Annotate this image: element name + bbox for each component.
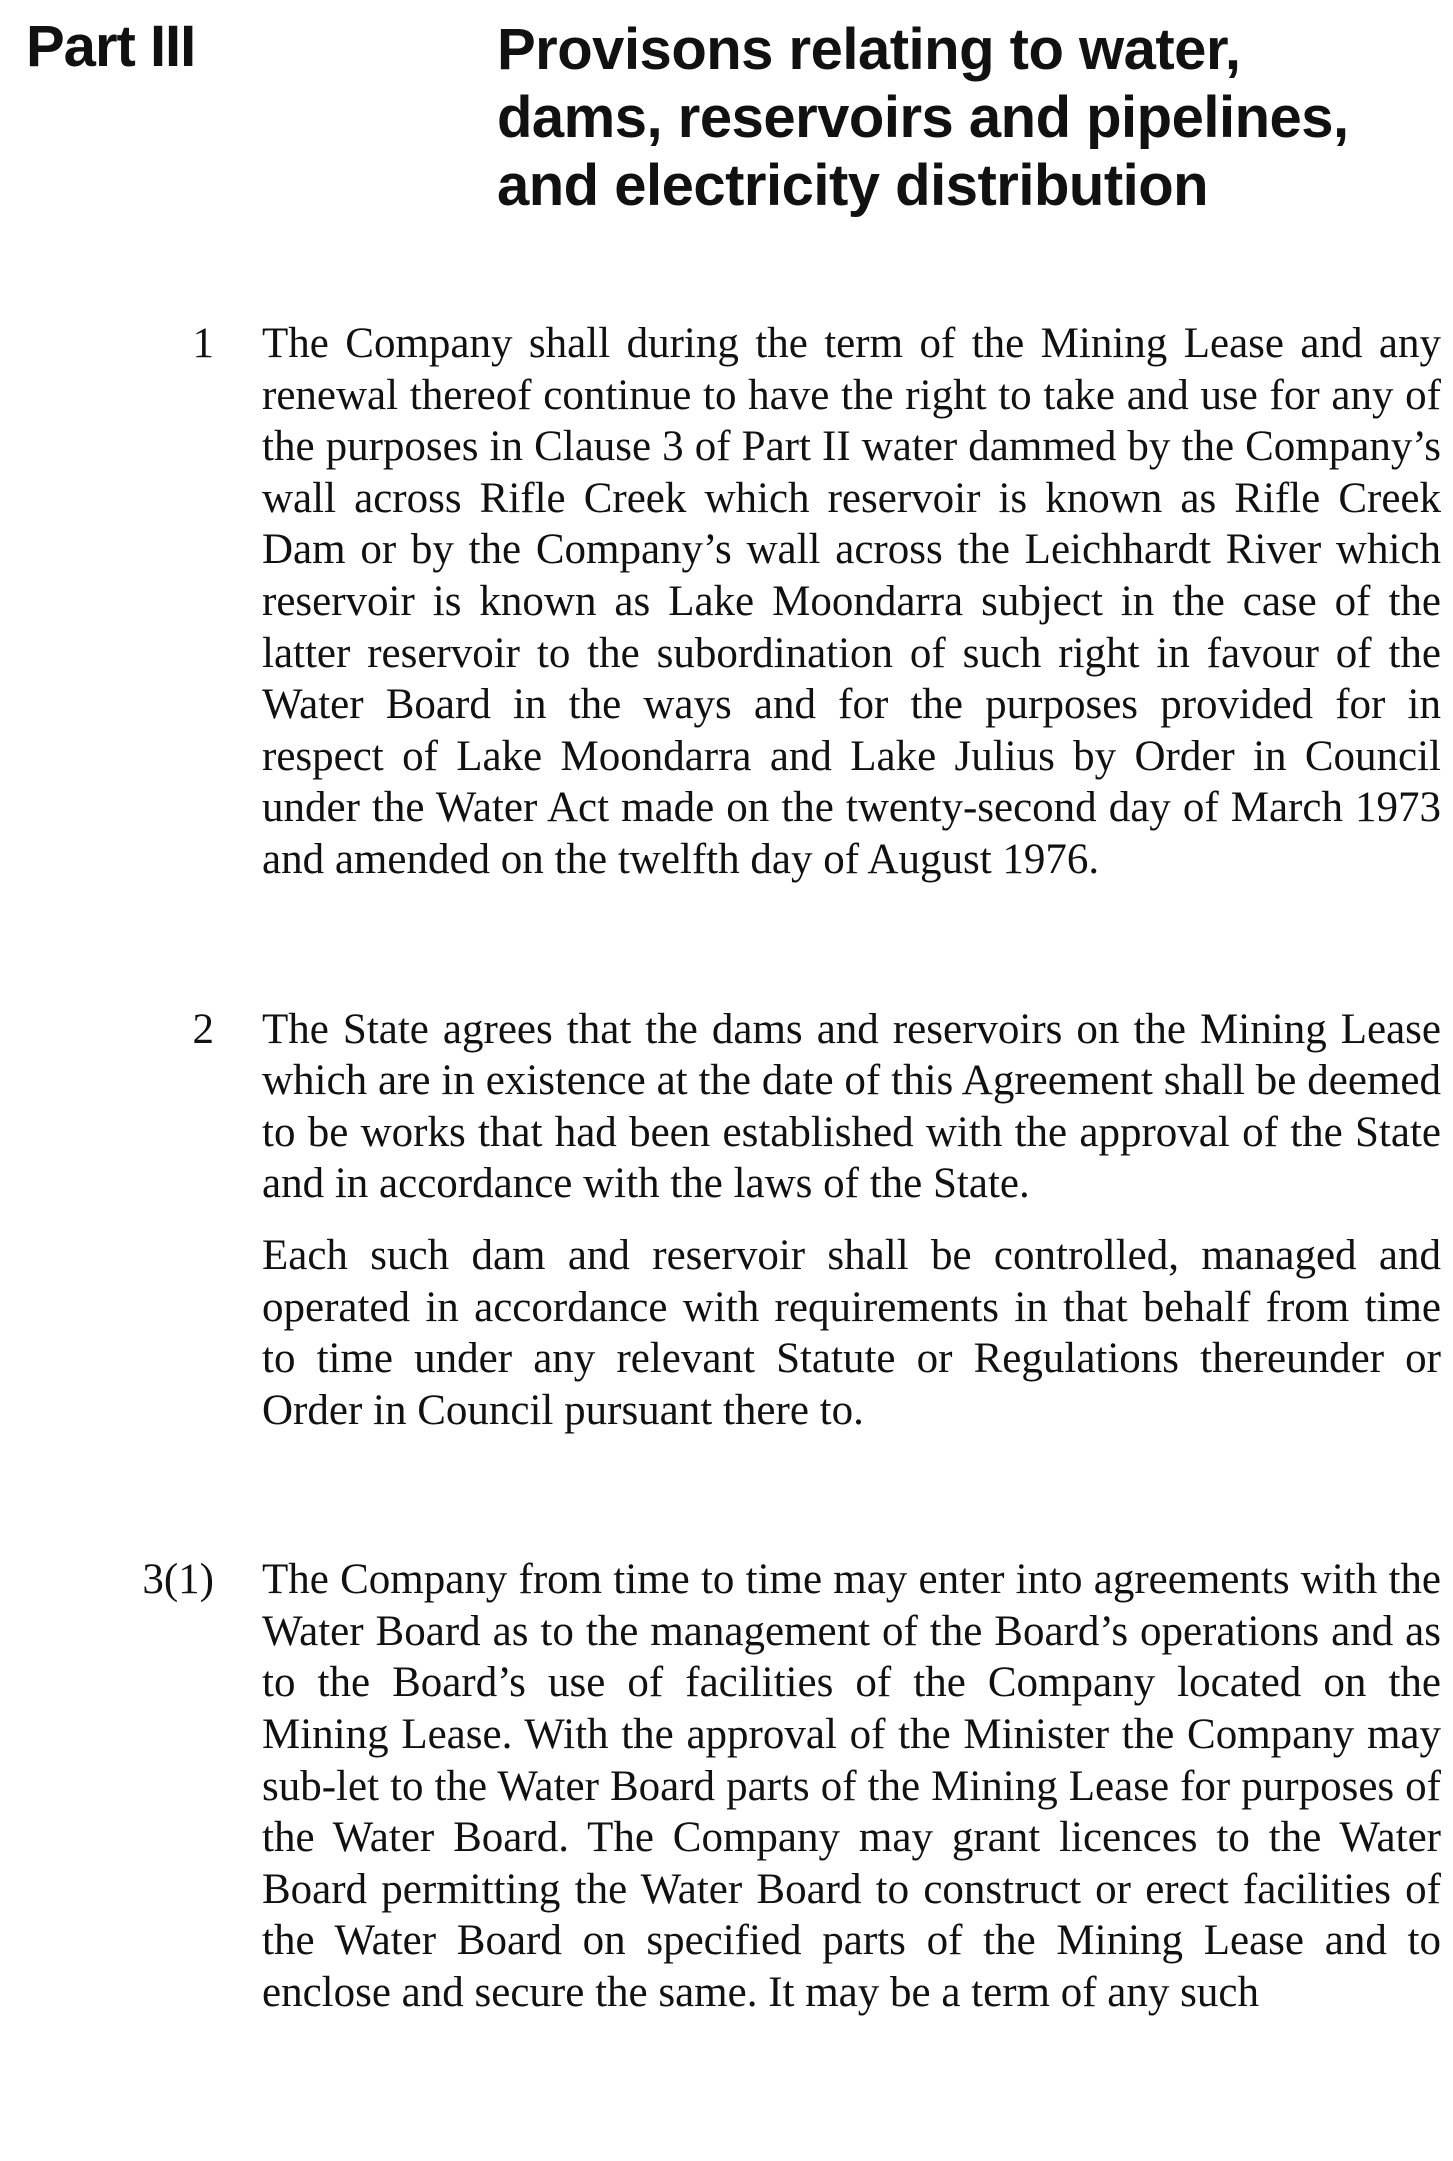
part-title-line: and electricity distribution xyxy=(497,153,1209,218)
part-label: Part III xyxy=(26,14,196,79)
part-title xyxy=(497,16,1427,220)
clause-body xyxy=(262,1554,1441,2018)
clause-paragraph: Each such dam and reservoir shall be controlled, managed and operated in accordance with requirements in that behalf from time to time under any relevant Statute or Regulations thereunder or Order in Council pursuant there to. xyxy=(262,1231,1441,1434)
clause-paragraph: The Company shall during the term of the Mining Lease and any renewal thereof continue to have the right to take and use for any of the purposes in Clause 3 of Part II water dammed by the Company’s wall across Rifle Creek which reservoir is known as Rifle Creek Dam or by the Company’s wall across the Leichhardt River which reservoir is known as Lake Moondarra subject in the case of the latter reservoir to the subordination of such right in favour of the Water Board in the ways and for the purposes provided for in respect of Lake Moondarra and Lake Julius by Order in Council under the Water Act made on the twenty-second day of March 1973 and amended on the twelfth day of August 1976. xyxy=(262,320,1441,883)
clause-number: 2 xyxy=(192,1005,214,1053)
clause-paragraph: The State agrees that the dams and reservoirs on the Mining Lease which are in existence at the date of this Agreement shall be deemed to be works that had been established with the approval of the State and in accordance with the laws of the State. xyxy=(262,1005,1441,1208)
clause-body xyxy=(262,318,1441,886)
clause-body xyxy=(262,1004,1441,1437)
part-title-line: dams, reservoirs and pipelines, xyxy=(497,85,1349,150)
clause-3-1 xyxy=(0,1554,1453,2018)
part-title-line: Provisons relating to water, xyxy=(497,17,1241,82)
clause-paragraph: The Company from time to time may enter into agreements with the Water Board as to the management of the Board’s operations and as to the Board’s use of facilities of the Company located on the Mining Lease. With the approval of the Minister the Company may sub-let to the Water Board parts of the Mining Lease for purposes of the Water Board. The Company may grant licences to the Water Board permitting the Water Board to construct or erect facilities of the Water Board on specified parts of the Mining Lease and to enclose and secure the same. It may be a term of any such xyxy=(262,1556,1441,2017)
clause-number: 1 xyxy=(192,320,214,367)
clause-1 xyxy=(0,318,1453,886)
clause-number: 3(1) xyxy=(142,1556,214,1604)
clause-list xyxy=(0,318,1453,2019)
clause-2 xyxy=(0,1004,1453,1437)
